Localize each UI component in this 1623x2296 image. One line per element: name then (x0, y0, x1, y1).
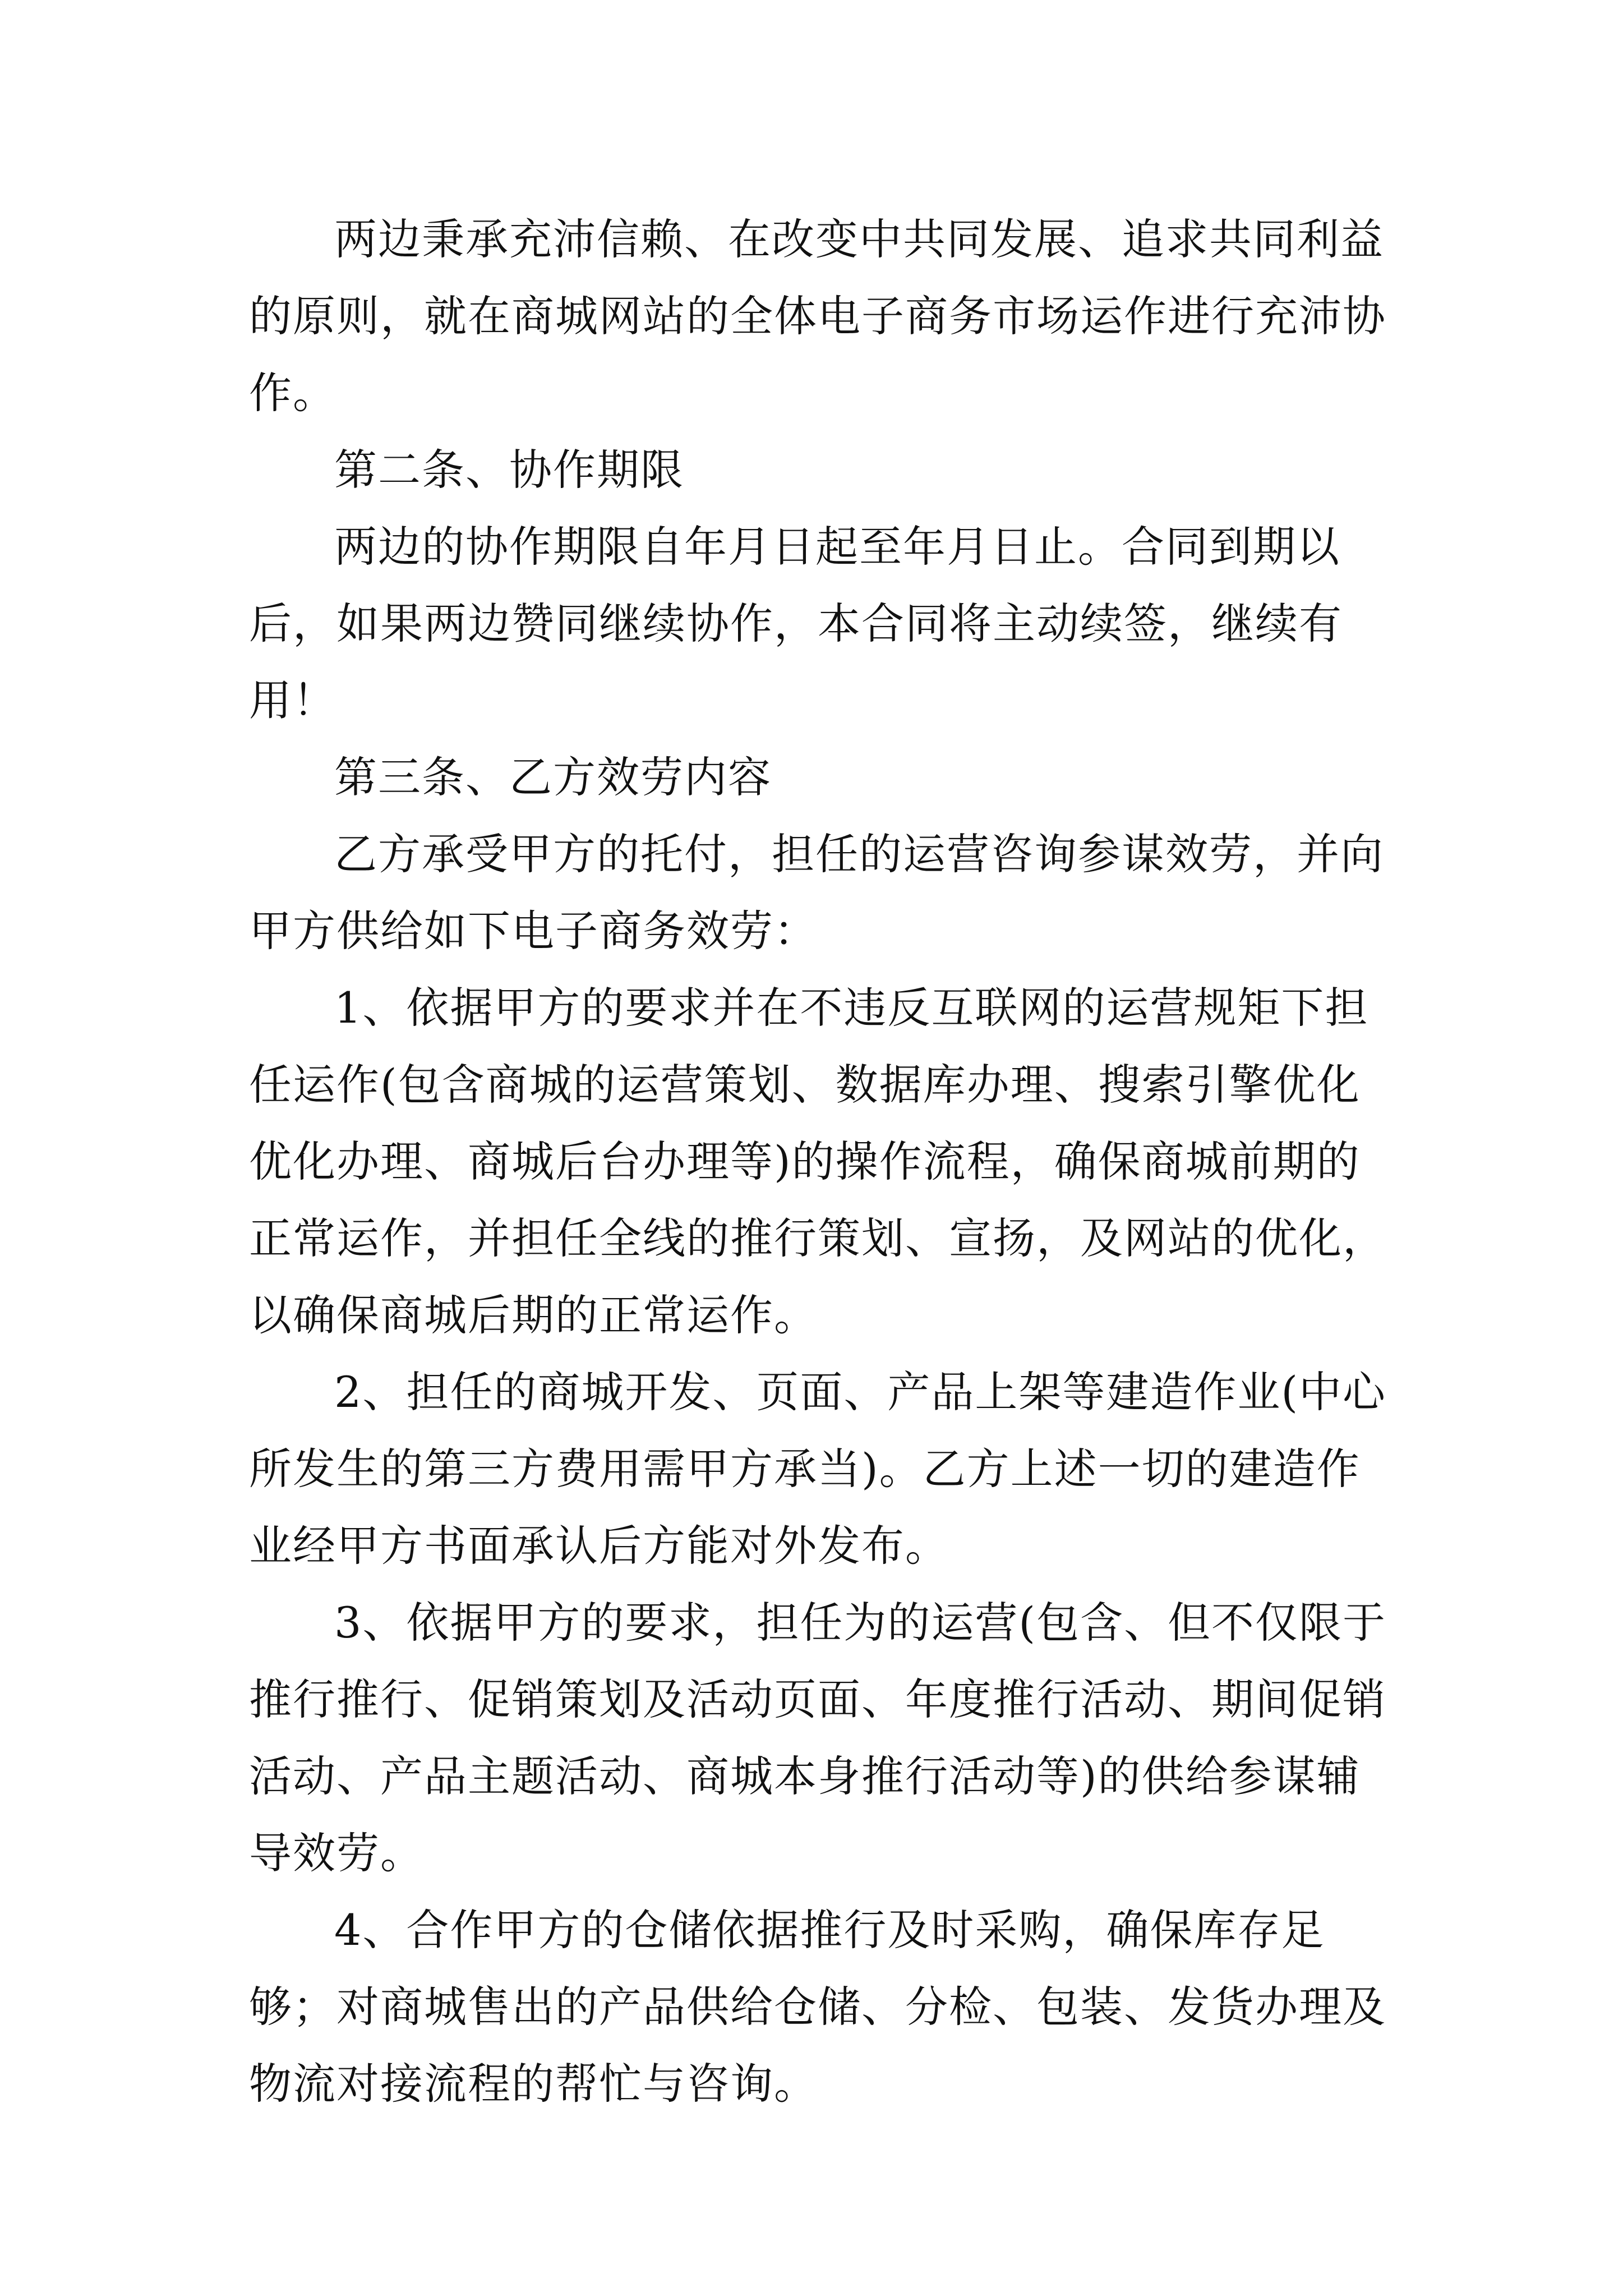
paragraph-intro: 两边秉承充沛信赖、在改变中共同发展、追求共同利益的原则，就在商城网站的全体电子商务市场运作进行充沛协作。 (249, 214, 1386, 418)
service-item-1: 1、依据甲方的要求并在不违反互联网的运营规矩下担任运作(包含商城的运营策划、数据库办理、搜索引擎优化优化办理、商城后台办理等)的操作流程，确保商城前期的正常运作，并担任全线的推行策划、宣扬，及网站的优化，以确保商城后期的正常运作。 (249, 983, 1386, 1340)
heading-article-3: 第三条、乙方效劳内容 (334, 752, 772, 802)
service-item-3: 3、依据甲方的要求，担任为的运营(包含、但不仅限于推行推行、促销策划及活动页面、年度推行活动、期间促销活动、产品主题活动、商城本身推行活动等)的供给参谋辅导效劳。 (249, 1598, 1387, 1878)
service-item-2: 2、担任的商城开发、页面、产品上架等建造作业(中心所发生的第三方费用需甲方承当)。乙方上述一切的建造作业经甲方书面承认后方能对外发布。 (249, 1367, 1387, 1571)
paragraph-term: 两边的协作期限自年月日起至年月日止。合同到期以后，如果两边赞同继续协作，本合同将主动续签，继续有用！ (249, 522, 1343, 725)
service-item-4: 4、合作甲方的仓储依据推行及时采购，确保库存足够；对商城售出的产品供给仓储、分检、包装、发货办理及物流对接流程的帮忙与咨询。 (249, 1905, 1386, 2109)
heading-article-2: 第二条、协作期限 (334, 445, 684, 495)
paragraph-service-intro: 乙方承受甲方的托付，担任的运营咨询参谋效劳，并向甲方供给如下电子商务效劳： (249, 829, 1384, 956)
document-body (249, 201, 1387, 2122)
